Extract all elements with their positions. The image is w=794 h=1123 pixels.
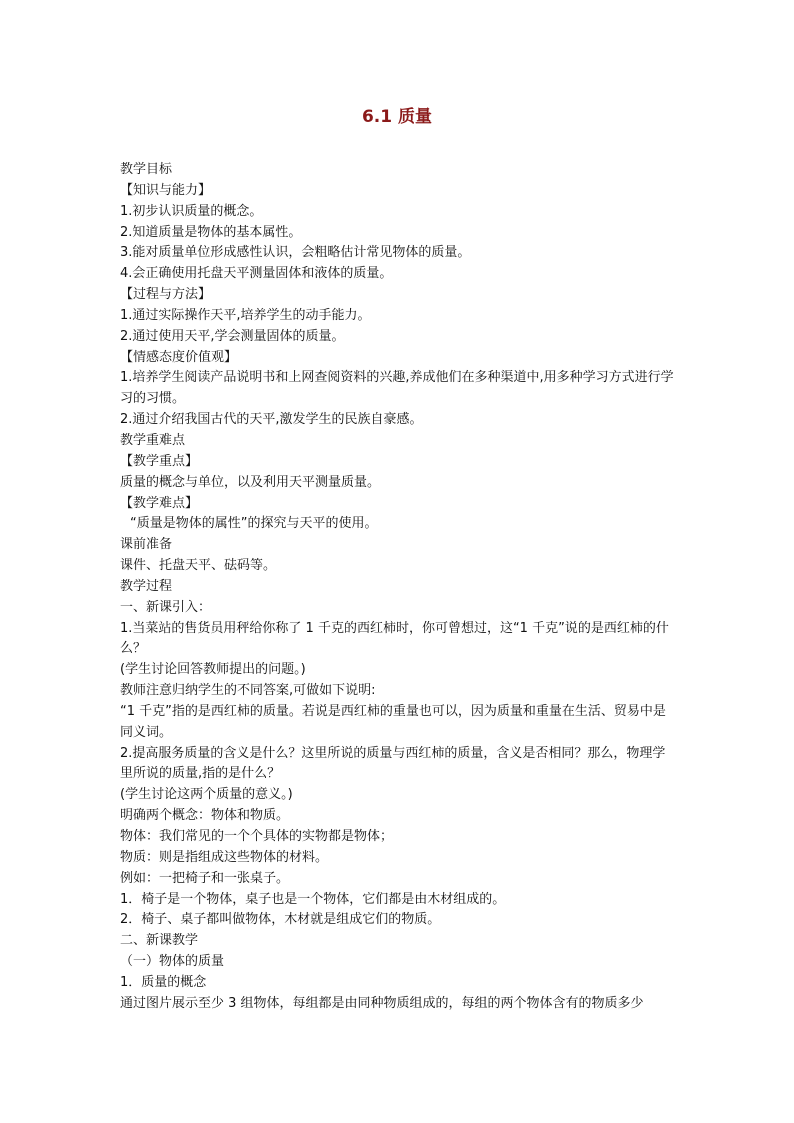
objective-item: 4.会正确使用托盘天平测量固体和液体的质量。: [120, 266, 393, 282]
section-heading: 二、新课教学: [120, 933, 199, 949]
document-body: [120, 160, 678, 1015]
subsection-heading: （一）物体的质量: [120, 954, 225, 970]
paragraph: “质量是物体的属性”的探究与天平的使用。: [130, 516, 378, 532]
paragraph: “1 千克”指的是西红柿的质量。若说是西红柿的重量也可以，因为质量和重量在生活、贸易中是同义词。: [120, 703, 666, 740]
subheading-emotion-values: 【情感态度价值观】: [120, 349, 238, 365]
paragraph: 1.当菜站的售货员用秤给你称了 1 千克的西红柿时，你可曾想过，这“1 千克”说的是西红柿的什么？: [120, 620, 669, 657]
objective-item: 3.能对质量单位形成感性认识，会粗略估计常见物体的质量。: [120, 245, 471, 261]
subheading-difficult-points: 【教学难点】: [120, 495, 199, 511]
objective-item: 1.初步认识质量的概念。: [120, 203, 263, 219]
paragraph: 明确两个概念：物体和物质。: [120, 808, 290, 824]
heading-teaching-objectives: 教学目标: [120, 162, 173, 177]
section-heading: 一、新课引入：: [120, 599, 212, 615]
document-title: 6.1 质量: [361, 107, 433, 127]
subsection-heading: 1．质量的概念: [120, 974, 207, 990]
subheading-key-points: 【教学重点】: [120, 453, 199, 469]
subheading-knowledge-ability: 【知识与能力】: [120, 182, 212, 198]
paragraph: (学生讨论这两个质量的意义。): [120, 787, 293, 803]
heading-preparation: 课前准备: [120, 537, 173, 553]
paragraph: (学生讨论回答教师提出的问题。): [120, 662, 306, 678]
paragraph: 教师注意归纳学生的不同答案,可做如下说明:: [120, 683, 376, 699]
paragraph: 物体：我们常见的一个个具体的实物都是物体；: [120, 829, 394, 844]
objective-item: 2.通过介绍我国古代的天平,激发学生的民族自豪感。: [120, 412, 423, 428]
paragraph: 物质：则是指组成这些物体的材料。: [120, 849, 329, 865]
paragraph: 2．椅子、桌子都叫做物体，木材就是组成它们的物质。: [120, 912, 441, 928]
paragraph: 2.提高服务质量的含义是什么？这里所说的质量与西红柿的质量，含义是否相同？那么，物理学里所说的质量,指的是什么？: [120, 745, 666, 782]
objective-item: 1.通过实际操作天平,培养学生的动手能力。: [120, 307, 371, 323]
objective-item: 2.知道质量是物体的基本属性。: [120, 224, 302, 240]
heading-key-difficult-points: 教学重难点: [120, 432, 186, 448]
objective-item: 1.培养学生阅读产品说明书和上网查阅资料的兴趣,养成他们在多种渠道中,用多种学习方式进行学习的习惯。: [120, 370, 674, 407]
paragraph: 质量的概念与单位，以及利用天平测量质量。: [120, 474, 381, 490]
paragraph: 例如：一把椅子和一张桌子。: [120, 870, 290, 886]
objective-item: 2.通过使用天平,学会测量固体的质量。: [120, 328, 345, 344]
paragraph: 课件、托盘天平、砝码等。: [120, 558, 277, 574]
heading-teaching-process: 教学过程: [120, 578, 173, 594]
paragraph: 1．椅子是一个物体，桌子也是一个物体，它们都是由木材组成的。: [120, 891, 506, 907]
paragraph: 通过图片展示至少 3 组物体，每组都是由同种物质组成的，每组的两个物体含有的物质多少: [120, 995, 644, 1011]
subheading-process-method: 【过程与方法】: [120, 287, 212, 303]
